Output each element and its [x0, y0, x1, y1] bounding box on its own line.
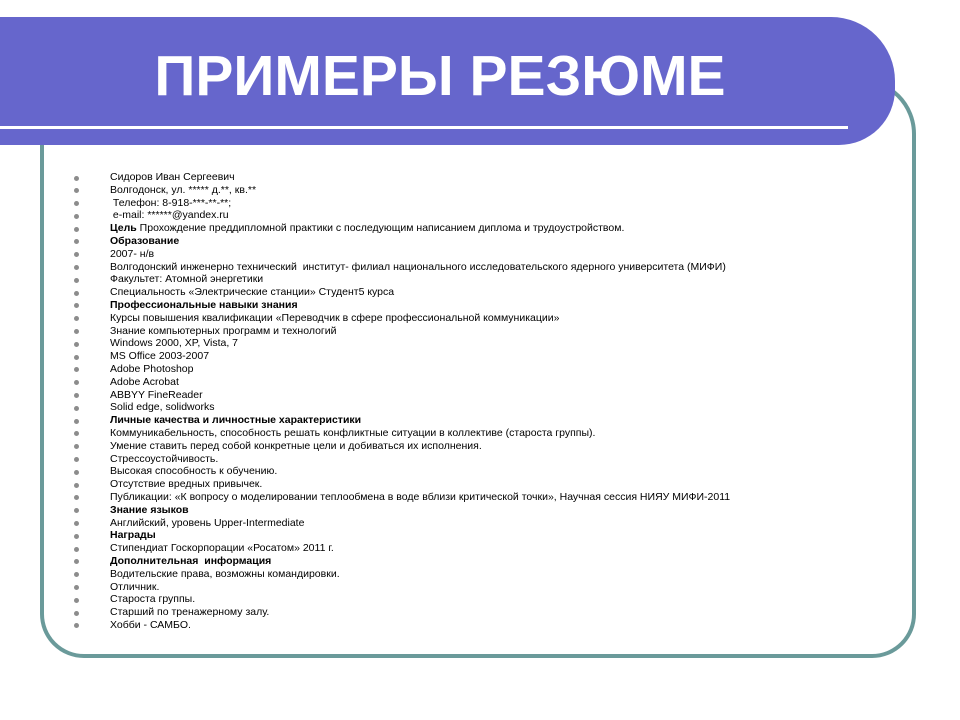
- item-heading: Личные качества и личностные характеристики: [110, 414, 362, 427]
- bullet-icon: [74, 214, 79, 219]
- item-text: Стрессоустойчивость.: [110, 452, 219, 465]
- item-heading: Профессиональные навыки знания: [110, 298, 298, 311]
- item-text: 2007- н/в: [110, 247, 155, 260]
- list-item: [70, 542, 730, 555]
- bullet-icon: [74, 380, 79, 385]
- item-heading: Знание языков: [110, 503, 189, 516]
- bullet-icon: [74, 406, 79, 411]
- list-item: [70, 427, 730, 440]
- bullet-icon: [74, 239, 79, 244]
- item-text: Стипендиат Госкорпорации «Росатом» 2011 г.: [110, 542, 334, 555]
- list-item: [70, 209, 730, 222]
- bullet-icon: [74, 201, 79, 206]
- bullet-icon: [74, 252, 79, 257]
- bullet-icon: [74, 444, 79, 449]
- list-item: [70, 619, 730, 632]
- list-item: [70, 273, 730, 286]
- item-text: Отсутствие вредных привычек.: [110, 478, 263, 491]
- item-text: Сидоров Иван Сергеевич: [110, 171, 235, 183]
- bullet-icon: [74, 521, 79, 526]
- list-item: [70, 517, 730, 530]
- bullet-icon: [74, 291, 79, 296]
- item-text: Специальность «Электрические станции» Студент5 курса: [110, 286, 395, 299]
- bullet-icon: [74, 303, 79, 308]
- list-item: [70, 350, 730, 363]
- item-text: Волгодонский инженерно технический институт- филиал национального исследовательского ядерного университета (МИФИ): [110, 260, 726, 273]
- list-item: [70, 478, 730, 491]
- list-item: [70, 606, 730, 619]
- bullet-icon: [74, 329, 79, 334]
- bullet-icon: [74, 419, 79, 424]
- list-item: [70, 440, 730, 453]
- list-item: [70, 581, 730, 594]
- bullet-icon: [74, 316, 79, 321]
- bullet-icon: [74, 572, 79, 577]
- list-item: [70, 363, 730, 376]
- list-item: [70, 235, 730, 248]
- bullet-icon: [74, 188, 79, 193]
- item-heading: Дополнительная информация: [110, 554, 272, 567]
- item-text: Публикации: «К вопросу о моделировании теплообмена в воде вблизи критической точки», Научная сессия НИЯУ МИФИ-2011: [110, 490, 731, 503]
- list-item: [70, 491, 730, 504]
- bullet-icon: [74, 355, 79, 360]
- item-text: e-mail: ******@yandex.ru: [110, 209, 229, 222]
- bullet-icon: [74, 611, 79, 616]
- list-item: [70, 261, 730, 274]
- item-heading: Награды: [110, 529, 156, 542]
- resume-list: [70, 171, 730, 632]
- bullet-icon: [74, 495, 79, 500]
- item-text: MS Office 2003-2007: [110, 350, 210, 363]
- bullet-icon: [74, 547, 79, 552]
- item-text: Прохождение преддипломной практики с последующим написанием диплома и трудоустройством.: [136, 222, 625, 235]
- list-item: [70, 337, 730, 350]
- item-text: Староста группы.: [110, 593, 196, 606]
- bullet-icon: [74, 278, 79, 283]
- list-item: [70, 171, 730, 184]
- item-text: Коммуникабельность, способность решать конфликтные ситуации в коллективе (староста группы).: [110, 426, 596, 439]
- item-text: Знание компьютерных программ и технологий: [110, 324, 337, 337]
- list-item: [70, 286, 730, 299]
- item-text: Adobe Acrobat: [110, 375, 179, 388]
- item-text: Английский, уровень Upper-Intermediate: [110, 516, 305, 529]
- item-text: Высокая способность к обучению.: [110, 465, 278, 478]
- item-text: Windows 2000, XP, Vista, 7: [110, 337, 239, 350]
- list-item: [70, 389, 730, 402]
- bullet-icon: [74, 393, 79, 398]
- item-text: Водительские права, возможны командировки.: [110, 567, 340, 580]
- list-item: [70, 325, 730, 338]
- list-item: [70, 555, 730, 568]
- item-text: Умение ставить перед собой конкретные цели и добиваться их исполнения.: [110, 439, 482, 452]
- item-heading: Образование: [110, 234, 180, 247]
- item-text: Старший по тренажерному залу.: [110, 606, 270, 619]
- item-text: Хобби - САМБО.: [110, 618, 191, 631]
- item-text: Solid edge, solidworks: [110, 401, 215, 414]
- list-item: [70, 529, 730, 542]
- item-text: Волгодонск, ул. ***** д.**, кв.**: [110, 183, 257, 196]
- title-underline: [0, 126, 848, 129]
- item-text: Adobe Photoshop: [110, 362, 194, 375]
- list-item: [70, 184, 730, 197]
- list-item: [70, 414, 730, 427]
- list-item: [70, 401, 730, 414]
- bullet-icon: [74, 559, 79, 564]
- item-text: Курсы повышения квалификации «Переводчик в сфере профессиональной коммуникации»: [110, 311, 560, 324]
- list-item: [70, 465, 730, 478]
- item-text: Телефон: 8-918-***-**-**;: [110, 196, 232, 209]
- bullet-icon: [74, 176, 79, 181]
- list-item: [70, 504, 730, 517]
- bullet-icon: [74, 508, 79, 513]
- slide-title: ПРИМЕРЫ РЕЗЮМЕ: [154, 44, 726, 108]
- list-item: [70, 197, 730, 210]
- list-item: [70, 593, 730, 606]
- item-text: Факультет: Атомной энергетики: [110, 273, 264, 286]
- bullet-icon: [74, 227, 79, 232]
- bullet-icon: [74, 457, 79, 462]
- bullet-icon: [74, 470, 79, 475]
- bullet-icon: [74, 431, 79, 436]
- bullet-icon: [74, 483, 79, 488]
- list-item: [70, 312, 730, 325]
- item-text: ABBYY FineReader: [110, 388, 203, 401]
- bullet-icon: [74, 623, 79, 628]
- bullet-icon: [74, 265, 79, 270]
- list-item: [70, 248, 730, 261]
- bullet-icon: [74, 534, 79, 539]
- list-item: [70, 376, 730, 389]
- bullet-icon: [74, 342, 79, 347]
- item-text: Отличник.: [110, 580, 160, 593]
- bullet-icon: [74, 367, 79, 372]
- bullet-icon: [74, 585, 79, 590]
- item-heading: Цель: [110, 222, 137, 235]
- list-item: [70, 222, 730, 235]
- list-item: [70, 299, 730, 312]
- bullet-icon: [74, 598, 79, 603]
- list-item: [70, 453, 730, 466]
- list-item: [70, 568, 730, 581]
